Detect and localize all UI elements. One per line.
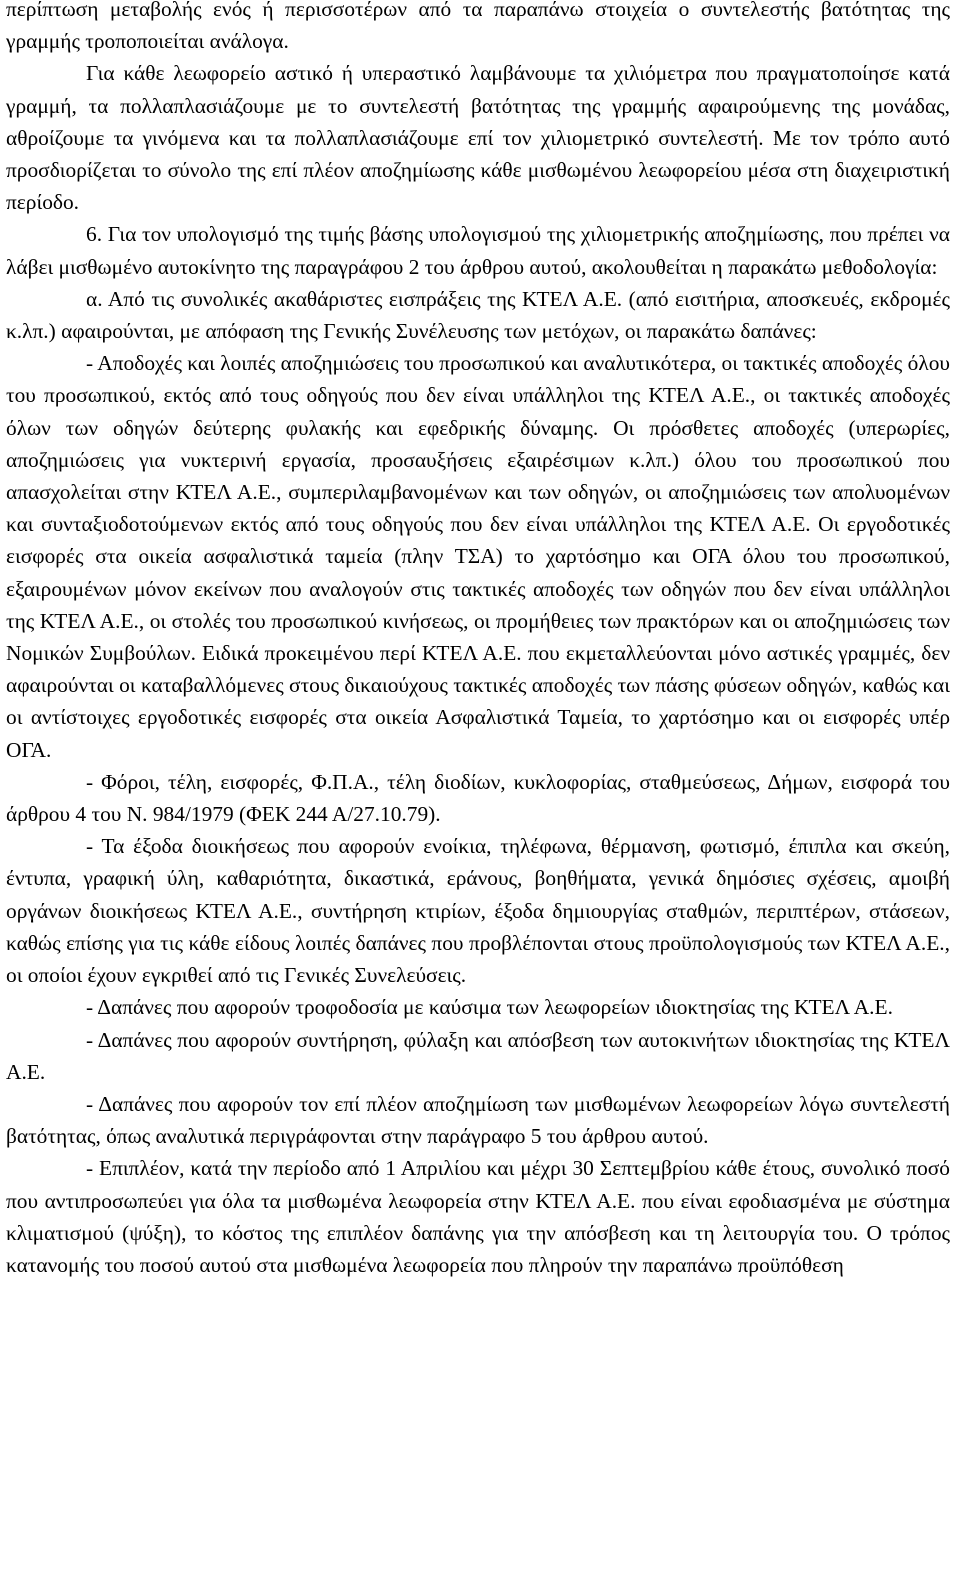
- paragraph-passability-compensation: - Δαπάνες που αφορούν τον επί πλέον αποζημίωση των μισθωμένων λεωφορείων λόγω συντελεστή βατότητας, όπως αναλυτικά περιγράφονται στην παράγραφο 5 του άρθρου αυτού.: [6, 1091, 950, 1149]
- paragraph-item-a: α. Από τις συνολικές ακαθάριστες εισπράξεις της ΚΤΕΛ Α.Ε. (από εισιτήρια, αποσκευές, εκδρομές κ.λπ.) αφαιρούνται, με απόφαση της Γενικής Συνέλευσης των μετόχων, οι παρακάτω δαπάνες:: [6, 286, 950, 344]
- paragraph-maintenance-expenses: - Δαπάνες που αφορούν συντήρηση, φύλαξη και απόσβεση των αυτοκινήτων ιδιοκτησίας της ΚΤΕΛ Α.Ε.: [6, 1027, 950, 1084]
- paragraph-section-6: 6. Για τον υπολογισμό της τιμής βάσης υπολογισμού της χιλιομετρικής αποζημίωσης, που πρέπει να λάβει μισθωμένο αυτοκίνητο της παραγράφου 2 του άρθρου αυτού, ακολουθείται η παρακάτω μεθοδολογία:: [6, 222, 950, 279]
- paragraph-staff-compensation: - Αποδοχές και λοιπές αποζημιώσεις του προσωπικού και αναλυτικότερα, οι τακτικές αποδοχές όλου του προσωπικού, εκτός από τους οδηγούς που δεν είναι υπάλληλοι της ΚΤΕΛ Α.Ε., οι τακτικές αποδοχές όλων των οδηγών δεύτερης φυλακής και εφεδρικής δύναμης. Οι πρόσθετες αποδοχές (υπερωρίες, αποζημιώσεις για νυκτερινή εργασία, προσαυξήσεις εξαιρέσιμων κ.λπ.) όλου του προσωπικού που απασχολείται στην ΚΤΕΛ Α.Ε., συμπεριλαμβανομένων και των οδηγών, οι αποζημιώσεις των απολυομένων και συνταξιοδοτούμενων εκτός από τους οδηγούς που δεν είναι υπάλληλοι της ΚΤΕΛ Α.Ε. Οι εργοδοτικές εισφορές στα οικεία ασφαλιστικά ταμεία (πλην ΤΣΑ) το χαρτόσημο και ΟΓΑ όλου του προσωπικού, εξαιρουμένων μόνον εκείνων που αναλογούν στις τακτικές αποδοχές των οδηγών που δεν είναι υπάλληλοι της ΚΤΕΛ Α.Ε., οι στολές του προσωπικού κινήσεως, οι προμήθειες των πρακτόρων και οι αποζημιώσεις των Νομικών Συμβούλων. Ειδικά προκειμένου περί ΚΤΕΛ Α.Ε. που εκμεταλλεύονται μόνο αστικές γραμμές, δεν αφαιρούνται οι καταβαλλόμενες στους δικαιούχους τακτικές αποδοχές των πάσης φύσεων οδηγών, καθώς και οι αντίστοιχες εργοδοτικές εισφορές στα οικεία Ασφαλιστικά Ταμεία, το χαρτόσημο και οι εισφορές υπέρ ΟΓΑ.: [6, 351, 950, 762]
- paragraph-admin-expenses: - Τα έξοδα διοικήσεως που αφορούν ενοίκια, τηλέφωνα, θέρμανση, φωτισμό, έπιπλα και σκεύη, έντυπα, γραφική ύλη, καθαριότητα, δικαστικά, εράνους, βοηθήματα, γενικά δημόσιες σχέσεις, αμοιβή οργάνων διοικήσεως ΚΤΕΛ Α.Ε., συντήρηση κτιρίων, έξοδα δημιουργίας σταθμών, περιπτέρων, στάσεων, καθώς επίσης για τις κάθε είδους λοιπές δαπάνες που προβλέπονται στους προϋπολογισμούς των ΚΤΕΛ Α.Ε., οι οποίοι έχουν εγκριθεί από τις Γενικές Συνελεύσεις.: [6, 834, 950, 988]
- document-page: [6, 0, 950, 1281]
- paragraph-air-conditioning: - Επιπλέον, κατά την περίοδο από 1 Απριλίου και μέχρι 30 Σεπτεμβρίου κάθε έτους, συνολικό ποσό που αντιπροσωπεύει για όλα τα μισθωμένα λεωφορεία στην ΚΤΕΛ Α.Ε. που είναι εφοδιασμένα με σύστημα κλιματισμού (ψύξη), το κόστος της επιπλέον δαπάνης για την απόσβεση και τη λειτουργία του. Ο τρόπος κατανομής του ποσού αυτού στα μισθωμένα λεωφορεία που πληρούν την παραπάνω προϋπόθεση: [6, 1156, 950, 1277]
- paragraph-fuel-expenses: - Δαπάνες που αφορούν τροφοδοσία με καύσιμα των λεωφορείων ιδιοκτησίας της ΚΤΕΛ Α.Ε.: [86, 995, 893, 1020]
- paragraph-taxes-fees: - Φόροι, τέλη, εισφορές, Φ.Π.Α., τέλη διοδίων, κυκλοφορίας, σταθμεύσεως, Δήμων, εισφορά του άρθρου 4 του Ν. 984/1979 (ΦΕΚ 244 Α/27.10.79).: [6, 769, 950, 827]
- paragraph-bus-kilometers: Για κάθε λεωφορείο αστικό ή υπεραστικό λαμβάνουμε τα χιλιόμετρα που πραγματοποίησε κατά γραμμή, τα πολλαπλασιάζουμε με το συντελεστή βατότητας της γραμμής αφαιρούμενης της μονάδας, αθροίζουμε τα γινόμενα και τα πολλαπλασιάζουμε επί τον χιλιομετρικό συντελεστή. Με τον τρόπο αυτό προσδιορίζεται το σύνολο της επί πλέον αποζημίωσης κάθε μισθωμένου λεωφορείου μέσα στη διαχειριστική περίοδο.: [6, 61, 950, 215]
- paragraph-continuation: περίπτωση μεταβολής ενός ή περισσοτέρων από τα παραπάνω στοιχεία ο συντελεστής βατότητας της γραμμής τροποποιείται ανάλογα.: [6, 0, 950, 54]
